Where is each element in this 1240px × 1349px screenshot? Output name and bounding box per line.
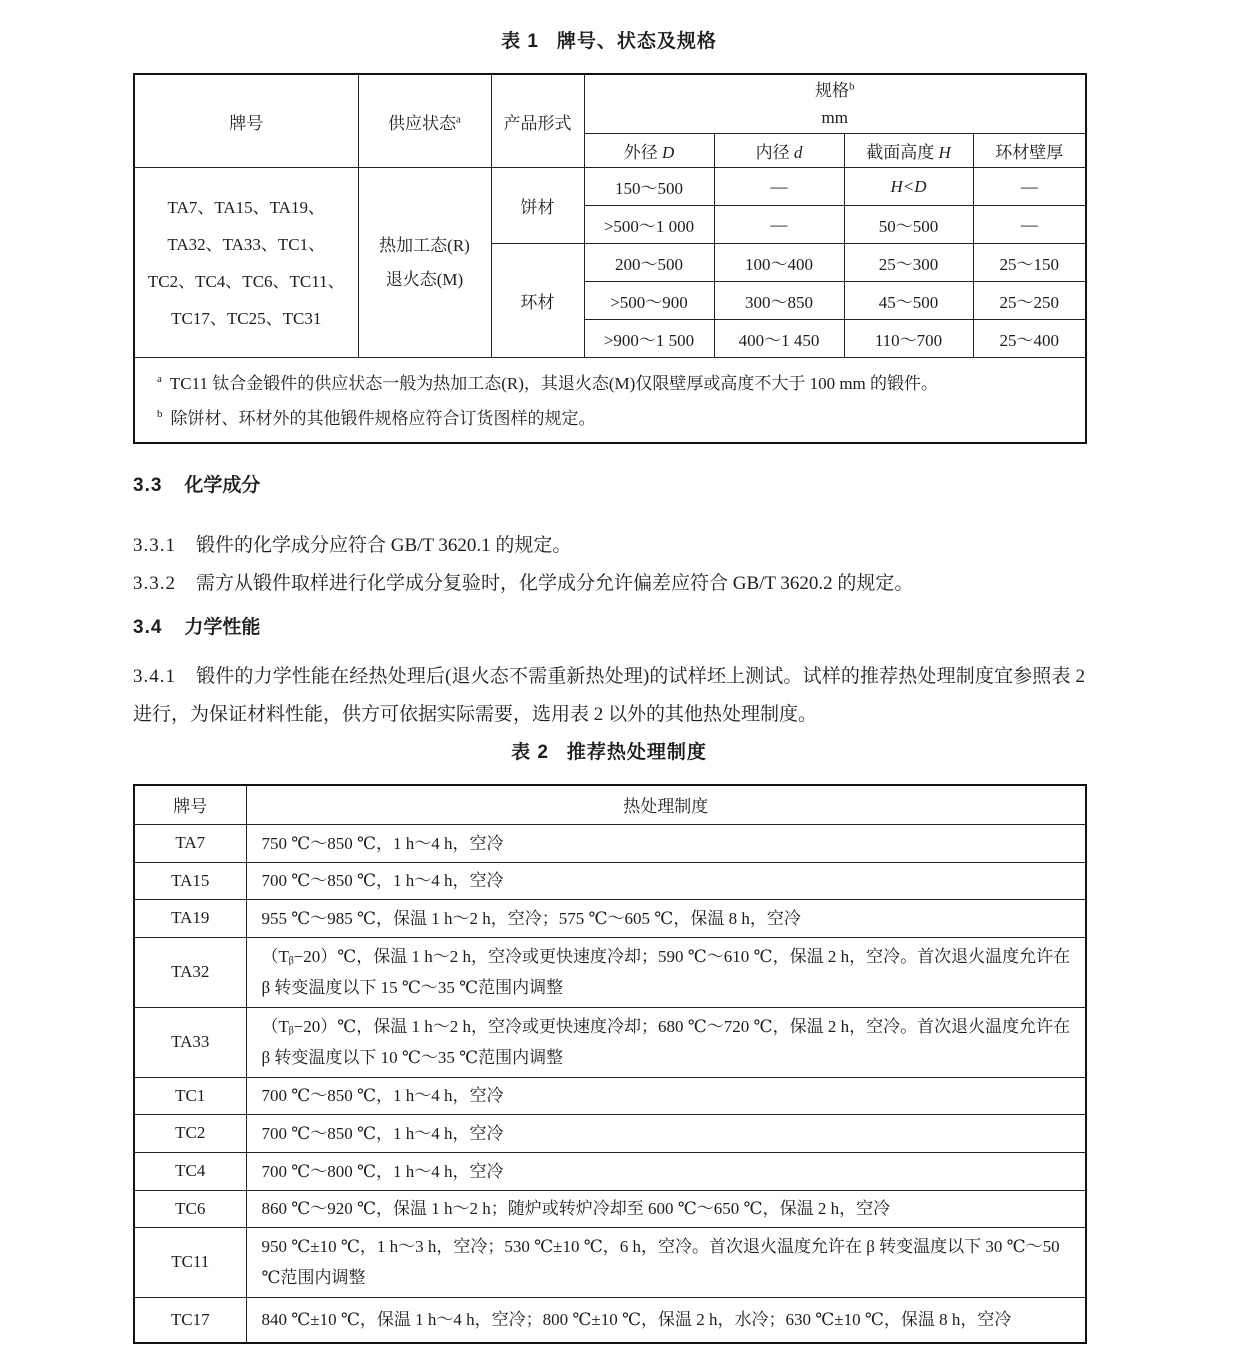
t1-header-spec-text: 规格 [815, 81, 849, 100]
paragraph-3-3-2: 3.3.2 需方从锻件取样进行化学成分复验时，化学成分允许偏差应符合 GB/T 3620.2 的规定。 [133, 573, 914, 594]
table1-caption-title: 牌号、状态及规格 [556, 31, 717, 52]
table-row [134, 937, 1086, 1007]
table-row [134, 1007, 1086, 1077]
table-row [134, 1297, 1086, 1343]
t1-header-outer-diameter: 外径 D [584, 134, 714, 168]
t1-header-grade: 牌号 [134, 74, 358, 168]
t2-grade: TC4 [134, 1152, 246, 1190]
t1-header-product-form: 产品形式 [491, 74, 584, 168]
section-heading-3-3: 3.3 化学成分 [133, 475, 261, 496]
t1-header-section-height: 截面高度 H [844, 134, 973, 168]
t1-cell: — [973, 168, 1086, 206]
table-row [134, 1077, 1086, 1114]
t1-cell: 50～500 [844, 206, 973, 244]
t2-grade: TC2 [134, 1114, 246, 1152]
t1-cell: 45～500 [844, 282, 973, 320]
t1-header-inner-diameter: 内径 d [714, 134, 844, 168]
t1-cell: — [973, 206, 1086, 244]
t2-regime: 700 ℃～850 ℃，1 h～4 h，空冷 [246, 1114, 1086, 1152]
t2-grade: TC1 [134, 1077, 246, 1114]
table-row [134, 1114, 1086, 1152]
t2-grade: TC17 [134, 1297, 246, 1343]
section-heading-3-4: 3.4 力学性能 [133, 617, 261, 638]
table-row [134, 824, 1086, 862]
t1-cell: 100～400 [714, 244, 844, 282]
t1-form-ring: 环材 [491, 244, 584, 358]
table-row [134, 862, 1086, 899]
t2-regime: （Tᵦ−20）℃，保温 1 h～2 h，空冷或更快速度冷却；680 ℃～720 ℃，保温 2 h，空冷。首次退火温度允许在 β 转变温度以下 10 ℃～35 ℃范围内调整 [246, 1007, 1086, 1077]
t1-grades-cell: TA7、TA15、TA19、TA32、TA33、TC1、TC2、TC4、TC6、TC11、TC17、TC25、TC31 [134, 168, 358, 358]
t1-cell: 110～700 [844, 320, 973, 358]
t2-regime: 950 ℃±10 ℃，1 h～3 h，空冷；530 ℃±10 ℃，6 h，空冷。首次退火温度允许在 β 转变温度以下 30 ℃～50 ℃范围内调整 [246, 1227, 1086, 1297]
table2-caption-label: 表 2 [511, 742, 549, 763]
t1-cell: >500～1 000 [584, 206, 714, 244]
t1-header-spec-unit: mm [821, 108, 848, 127]
t1-cell: >500～900 [584, 282, 714, 320]
t1-supply-state-line1: 热加工态(R) [379, 235, 470, 255]
table-row [134, 1227, 1086, 1297]
t1-header-supply-state [358, 74, 491, 168]
t2-grade: TC6 [134, 1190, 246, 1227]
t2-grade: TA19 [134, 899, 246, 937]
t1-footnote-marker-b: b [849, 80, 855, 93]
t2-regime: 955 ℃～985 ℃，保温 1 h～2 h，空冷；575 ℃～605 ℃，保温 8 h，空冷 [246, 899, 1086, 937]
t1-footnote-b: $^b$ 除饼材、环材外的其他锻件规格应符合订货图样的规定。 [157, 408, 596, 428]
t1-cell: 25～300 [844, 244, 973, 282]
t1-cell: — [714, 206, 844, 244]
table-row [134, 1152, 1086, 1190]
t1-form-cake: 饼材 [491, 168, 584, 244]
t2-regime: 750 ℃～850 ℃，1 h～4 h，空冷 [246, 824, 1086, 862]
t1-cell: 150～500 [584, 168, 714, 206]
t1-cell: 25～400 [973, 320, 1086, 358]
table-row [134, 899, 1086, 937]
table2 [133, 784, 1087, 1344]
t1-footnote-marker-a: a [456, 112, 461, 125]
t1-cell: 25～150 [973, 244, 1086, 282]
table1-caption [133, 26, 1085, 53]
t1-cell: 300～850 [714, 282, 844, 320]
paragraph-3-3-1: 3.3.1 锻件的化学成分应符合 GB/T 3620.1 的规定。 [133, 535, 572, 556]
t2-grade: TA15 [134, 862, 246, 899]
t2-header-regime: 热处理制度 [246, 785, 1086, 824]
t1-cell: 400～1 450 [714, 320, 844, 358]
t1-footnote-a: $^a$ TC11 钛合金锻件的供应状态一般为热加工态(R)，其退火态(M)仅限壁厚或高度不大于 100 mm 的锻件。 [157, 373, 939, 393]
t1-supply-state-cell [358, 168, 491, 358]
t1-cell: H<D [844, 168, 973, 206]
t2-regime: 860 ℃～920 ℃，保温 1 h～2 h；随炉或转炉冷却至 600 ℃～650 ℃，保温 2 h，空冷 [246, 1190, 1086, 1227]
t2-regime: 840 ℃±10 ℃，保温 1 h～4 h，空冷；800 ℃±10 ℃，保温 2 h，水冷；630 ℃±10 ℃，保温 8 h，空冷 [246, 1297, 1086, 1343]
t2-grade: TA33 [134, 1007, 246, 1077]
table2-caption [133, 737, 1085, 764]
table-row [134, 1190, 1086, 1227]
table2-caption-title: 推荐热处理制度 [566, 742, 707, 763]
t2-grade: TA32 [134, 937, 246, 1007]
t1-footnotes [134, 358, 1086, 444]
t2-regime: 700 ℃～850 ℃，1 h～4 h，空冷 [246, 1077, 1086, 1114]
t2-regime: 700 ℃～850 ℃，1 h～4 h，空冷 [246, 862, 1086, 899]
t1-header-ring-wall: 环材壁厚 [973, 134, 1086, 168]
paragraph-3-4-1: 3.4.1 锻件的力学性能在经热处理后(退火态不需重新热处理)的试样坯上测试。试样的推荐热处理制度宜参照表 2 进行，为保证材料性能，供方可依据实际需要，选用表 2 以外的其他热处理制度。 [133, 666, 1085, 725]
t1-header-spec [584, 74, 1086, 134]
t2-header-grade: 牌号 [134, 785, 246, 824]
table1 [133, 73, 1087, 444]
t1-cell: 25～250 [973, 282, 1086, 320]
t2-grade: TC11 [134, 1227, 246, 1297]
t1-cell: — [714, 168, 844, 206]
t1-supply-state-line2: 退火态(M) [385, 269, 464, 289]
t1-header-supply-state-text: 供应状态 [388, 113, 457, 133]
t1-cell: >900～1 500 [584, 320, 714, 358]
t2-regime: （Tᵦ−20）℃，保温 1 h～2 h，空冷或更快速度冷却；590 ℃～610 ℃，保温 2 h，空冷。首次退火温度允许在 β 转变温度以下 15 ℃～35 ℃范围内调整 [246, 937, 1086, 1007]
table1-caption-label: 表 1 [501, 31, 539, 52]
t1-cell: 200～500 [584, 244, 714, 282]
t2-grade: TA7 [134, 824, 246, 862]
t2-regime: 700 ℃～800 ℃，1 h～4 h，空冷 [246, 1152, 1086, 1190]
